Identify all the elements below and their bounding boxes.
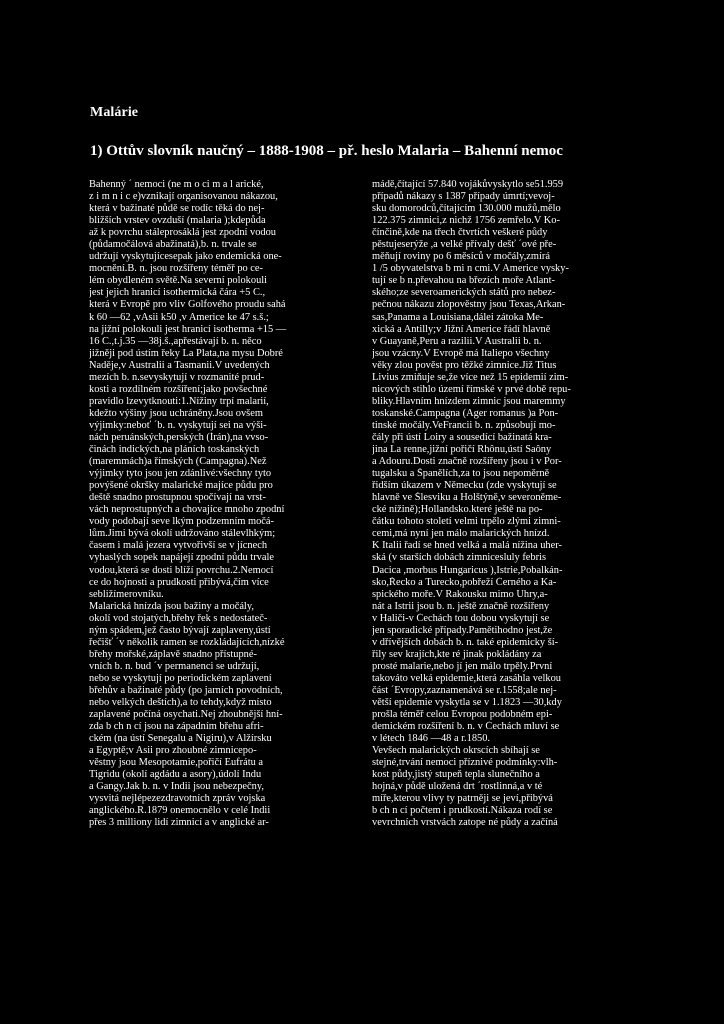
text-line: toskanské.Campagna (Ager romanus )a Pon- [372,407,559,419]
text-line: takováto velká epidemie,která zasáhla velkou [372,672,561,684]
text-line: Bahenný ´ nemoci (ne m o ci m a l arické, [89,179,264,190]
text-line: vody podobají seve lkým podzemním močá- [89,516,274,528]
text-line: (maremmách)a římských (Campagna).Než [89,456,267,468]
text-line: sas,Panama a Louisiana,dálei zátoka Me- [372,311,544,323]
text-line: Livius zmiňuje se,že více než 15 epidemií zim- [372,371,569,383]
text-line: z i m n i c e)vznikají organisovanou nákazou, [89,191,278,203]
text-line: řily sev krajích,kte ré jinak pokládány za [372,648,542,660]
text-line: Vevšech malarických okrscích sbíhají se [372,745,540,757]
text-line: spického moře.V Rakousku mimo Uhry,a- [372,588,548,600]
text-line: v Haliči-v Čechách tou dobou vyskytují se [372,612,550,624]
text-line: sko,Řecko a Turecko,pobřeží Černého a Ka- [372,576,557,588]
text-line: zaplavené počíná osychati.Nej zhoubnější hní- [89,709,283,721]
text-line: Malarická hnízda jsou bažiny a močály, [89,600,254,612]
text-line: jina La renne,jižní pořičí Rhônu,ústí Saôny [372,444,552,456]
text-line: věky zlou pověst pro těžké zimnice.Již Titus [372,359,557,371]
text-line: a Egyptě;v Asii pro zhoubné zimnicepo- [89,745,257,757]
text-line: tugalsku a Španělích,za to jsou nepoměrně [372,468,550,480]
text-line: a Gangy.Jak b. n. v Indii jsou nebezpečny, [89,781,264,793]
text-line: v Guayaně,Peru a razilii.V Australii b. n. [372,335,542,347]
text-line: bliky.Hlavním hnízdem zimnic jsou maremmy [372,395,566,407]
text-line: lům.Jimi bývá okolí udržováno stálevlhkým; [89,528,276,540]
text-line: mádě,čítající 57.840 vojákůvyskytlo se51.959 [372,179,564,190]
text-line: v dřívějších dobách b. n. také epidemicky ší- [372,636,559,648]
text-line: čínčině,kde na třech čtvrtích veškeré půdy [372,227,548,239]
text-line: tují se b n.převahou na březích moře Atlant- [372,275,555,287]
text-line: mezích b. n.sevyskytují v rozmanité prud- [89,371,265,383]
text-line: nát a Istrii jsou b. n. ještě značně rozšířeny [372,600,550,612]
text-line: výjimky tyto jsou jen zdánlivé:všechny tyto [89,468,272,480]
text-line: která v Evropě pro vliv Golfového proudu sahá [89,299,286,311]
text-line: časem i malá jezera vytvořivší se v jícnech [89,540,268,552]
text-line: hojná,v půdě uložená drt ´rostlinná,a v té [372,781,543,793]
text-line: jest jejich hranicí isothermická čára +5 C., [89,287,266,299]
text-line: 16 C.,t.j.35 —38j.š.,apřestávají b. n. něco [89,335,262,347]
text-line: vysvitá nejlépezezdravotních zpráv vojska [89,793,266,805]
text-line: demickém rozšíření b. n. v Čechách mluví se [372,721,560,733]
text-line: řidším úkazem v Německu (zde vyskytují se [372,480,557,492]
text-line: nebo se vyskytují po periodickém zaplavení [89,672,272,684]
text-line: měňují roviny po 6 měsíců v močály,zmírá [372,251,550,263]
text-line: k 60 —62 ,vAsii k50 ,v Americe ke 47 s.š.; [89,311,269,323]
text-line: Tigridu (okolí agdádu a asory),údolí Indu [89,769,262,781]
text-line: sebližímerovníku. [89,588,164,600]
section-heading: 1) Ottův slovník naučný – 1888-1908 – př. heslo Malaria – Bahenní nemoc [90,143,563,159]
text-line: pečnou nákazu zlopověstny jsou Texas,Arkan- [372,299,566,311]
text-line: břehy mořské,záplavě snadno přístupné- [89,648,257,660]
text-line: okolí vod stojatých,břehy řek s nedostateč- [89,612,268,624]
text-line: prošla téměř celou Evropou podobném epi- [372,709,553,721]
text-line: věstny jsou Mesopotamie,pořičí Eufrátu a [89,757,264,769]
text-line: vách neprostupných a chovajíce mnoho zpodní [89,504,285,516]
page-title: Malárie [90,105,139,120]
text-line: ce do hojnosti a prudkosti přibývá,čím více [89,576,269,588]
text-line: jen sporadické případy.Pamětihodno jest,že [372,624,553,636]
text-line: xická a Antilly;v Jižní Americe řádí hlavně [372,323,551,335]
text-line: nebo velkých deštích),a to tehdy,když místo [89,697,272,709]
left-text-column [89,179,349,830]
text-line: zda b ch n cí jsou na západním břehu afri- [89,721,264,733]
text-line: udržují vyskytujícesepak jako endemická one- [89,251,282,263]
text-line: (půdamočálová abažinatá),b. n. trvale se [89,239,257,251]
text-line: v létech 1846 —48 a r.1850. [372,733,491,745]
text-line: tinské močály.VeFrancii b. n. způsobují mo- [372,419,556,431]
text-line: břehův a bažinaté půdy (po jarních povodních, [89,684,283,696]
text-line: ným spádem,jež často bývají zaplaveny,ústí [89,624,271,636]
text-line: jižněji pod ústím řeky La Plata,na mysu Dobré [89,347,283,359]
text-line: ckém (na ústí Senegalu a Nigiru),v Alžírsku [89,733,272,745]
text-line: činách indických,na pláních toskanských [89,444,260,456]
text-line: část ´Evropy,zaznamenává se r.1558;ale nej- [372,684,557,696]
text-line: na jižní polokouli jest hranicí isotherma +15 — [89,323,287,335]
text-line: deště snadno prostupnou spočívají na vrst- [89,492,266,504]
text-line: kdežto výšiny jsou uchráněny.Jsou ovšem [89,407,263,419]
text-line: ského;ze severoamerických států pro nebez- [372,287,556,299]
text-line: případů nákazy s 1387 případy úmrtí;vevoj- [372,191,555,203]
text-line: vyhaslých sopek napájejí zpodní půdu trvale [89,552,274,564]
text-line: kost půdy,jistý stupeň tepla slunečního a [372,769,540,781]
text-line: kosti a rozdílném rozšíření;jako povšechné [89,383,268,395]
text-line: vodou,která se dosti blíží povrchu.2.Nemocí [89,564,274,576]
text-line: pravidlo lzevytknouti:1.Nížiny trpí malarií, [89,395,269,407]
text-line: ská (v starších dobách zimnicesluly febris [372,552,546,564]
text-line: nicových stihlo území římské v prvé době repu- [372,383,571,395]
text-line: až k povrchu stáleprosáklá jest zpodní vodou [89,227,276,239]
text-line: K Italii řadí se hned velká a malá nížina uher- [372,540,562,552]
text-line: nách peruánských,perských (Írán),na vvso- [89,431,269,443]
text-line: lém obydleném světě.Na severní polokouli [89,275,268,287]
text-line: výjimky:neboť ´b. n. vyskytují sei na výši- [89,419,267,431]
text-line: cké nížině);Hollandsko.které ještě na po- [372,504,543,516]
text-line: hlavně ve Šlesviku a Holštýně,v severoněme- [372,492,562,504]
text-line: bližších vrstev ovzduší (malaria );kdepůda [89,215,266,227]
text-line: Dacica ,morbus Hungaricus ),Istrie,Pobalkán- [372,564,563,576]
text-line: stejné,trvání nemoci příznivé podmínky:vlh- [372,757,558,769]
text-line: vních b. n. bud ´v permanenci se udržují, [89,660,260,672]
text-line: Naděje,v Australii a Tasmanii.V uvedených [89,359,270,371]
text-line: vevrchních vrstvách zatope né půdy a začíná [372,817,558,829]
text-line: prosté malarie,nebo jí jen málo trpěly.První [372,660,553,672]
text-line: přes 3 milliony lidí zimnicí a v anglické ar- [89,817,269,829]
text-line: řečišť ´v několik ramen se rozkládajících,nízké [89,636,285,648]
text-line: která v bažinaté půdě se rodíc těká do nej- [89,203,265,215]
text-line: 122.375 zimnici,z nichž 1756 zemřelo.V Ko- [372,215,560,227]
text-line: anglického.R.1879 onemocnělo v celé Indii [89,805,271,817]
text-line: povýšené okršky malarické majíce půdu pro [89,480,273,492]
text-line: větší epidemie vyskytla se v 1.1823 —30,kdy [372,697,562,709]
text-line: jsou vzácny.V Evropě má Italiepo všechny [372,347,550,359]
text-line: a Adouru.Dosti značně rozšířeny jsou i v Por- [372,456,562,468]
text-line: mocnění.B. n. jsou rozšířeny téměř po ce- [89,263,263,275]
right-text-column [372,179,642,830]
text-line: cemi,má nyní jen málo malarických hnízd. [372,528,550,540]
text-line: pěstujeserýže ,a velké přívaly dešť ´ové pře- [372,239,557,251]
text-line: 1 /5 obyvatelstva b mi n cmi.V Americe vysky- [372,263,569,275]
text-line: čátku tohoto století velmi trpělo zlými zimni- [372,516,561,528]
text-line: čály při ústí Loiry a sousedící bažinatá kra- [372,431,552,443]
text-line: sku domorodců,čítajícím 130.000 mužů,mělo [372,203,561,215]
text-line: b ch n cí počtem i prudkostí.Nákaza rodí se [372,805,553,817]
text-line: míře,kterou vlivy ty patrněji se jeví,přibývá [372,793,553,805]
